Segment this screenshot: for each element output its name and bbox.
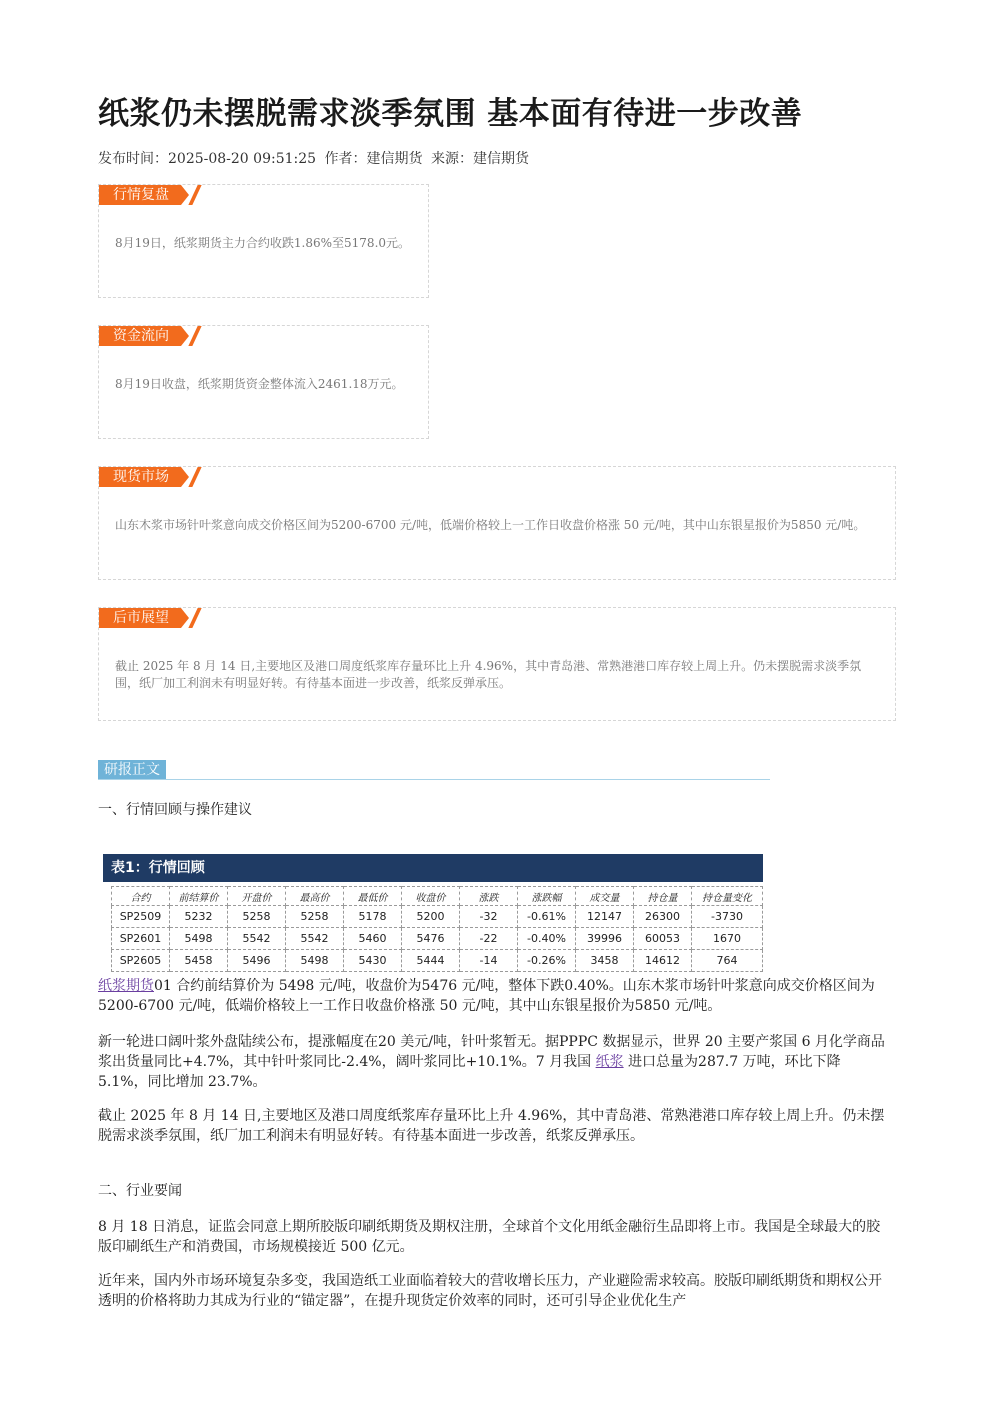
table-cell: 5542	[286, 928, 344, 950]
quote-table	[111, 886, 763, 972]
card-outlook	[98, 607, 896, 721]
paragraph-inventory: 截止 2025 年 8 月 14 日,主要地区及港口周度纸浆库存量环比上升 4.96%，其中青岛港、常熟港港口库存较上周上升。仍未摆脱需求淡季氛围，纸厂加工利润未有明显好转。有待基本面进一步改善，纸浆反弹承压。	[98, 1108, 885, 1144]
paragraph-news-1: 8 月 18 日消息，证监会同意上期所胶版印刷纸期货及期权注册，全球首个文化用纸金融衍生品即将上市。我国是全球最大的胶版印刷纸生产和消费国，市场规模接近 500 亿元。	[98, 1219, 881, 1255]
table-cell: 3458	[576, 950, 634, 972]
table-cell: 5496	[228, 950, 286, 972]
author-info: 作者：建信期货	[324, 151, 423, 167]
market-review-table	[103, 854, 763, 972]
paragraph-news-2: 近年来，国内外市场环境复杂多变，我国造纸工业面临着较大的营收增长压力，产业避险需求较高。胶版印刷纸期货和期权公开透明的价格将助力其成为行业的“锚定器”，在提升现货定价效率的同时，还可引导企业优化生产	[98, 1273, 882, 1309]
table-header-cell: 合约	[112, 887, 170, 906]
table-header-cell: 成交量	[576, 887, 634, 906]
article-meta	[98, 148, 533, 168]
table-cell: 5232	[170, 906, 228, 928]
table-cell: 5460	[344, 928, 402, 950]
table-caption: 表1：行情回顾	[103, 854, 763, 882]
table-header-cell: 开盘价	[228, 887, 286, 906]
table-cell: SP2601	[112, 928, 170, 950]
table-header-cell: 前结算价	[170, 887, 228, 906]
table-cell: -32	[460, 906, 518, 928]
table-row	[112, 906, 763, 928]
table-cell: -3730	[692, 906, 763, 928]
paragraph-futures	[98, 976, 893, 1016]
card-spot-market	[98, 466, 896, 580]
paragraph-text: 01 合约前结算价为 5498 元/吨，收盘价为5476 元/吨，整体下跌0.40%。山东木浆市场针叶浆意向成交价格区间为5200-6700 元/吨，低端价格较上一工作日收盘价格涨 50 元/吨，其中山东银星报价为5850 元/吨。	[98, 978, 875, 1014]
card-fund-flow	[98, 325, 429, 439]
table-cell: 1670	[692, 928, 763, 950]
table-cell: 5476	[402, 928, 460, 950]
card-tag: 现货市场	[99, 467, 181, 487]
table-cell: -0.61%	[518, 906, 576, 928]
article-title: 纸浆仍未摆脱需求淡季氛围 基本面有待进一步改善	[98, 96, 803, 132]
card-market-review	[98, 184, 429, 298]
table-cell: -22	[460, 928, 518, 950]
table-cell: 5200	[402, 906, 460, 928]
source-info: 来源：建信期货	[430, 151, 529, 167]
table-header-cell: 最高价	[286, 887, 344, 906]
paragraph-text: 进口总量为287.7 万吨，环比下降 5.1%，同比增加 23.7%。	[98, 1054, 841, 1090]
table-cell: 5430	[344, 950, 402, 972]
table-cell: 26300	[634, 906, 692, 928]
pulp-link[interactable]: 纸浆	[595, 1054, 624, 1070]
table-row	[112, 950, 763, 972]
table-cell: 764	[692, 950, 763, 972]
table-cell: SP2605	[112, 950, 170, 972]
table-cell: 5458	[170, 950, 228, 972]
table-cell: 12147	[576, 906, 634, 928]
research-tag: 研报正文	[98, 760, 166, 780]
section-heading-review: 一、行情回顾与操作建议	[98, 802, 252, 818]
table-cell: 60053	[634, 928, 692, 950]
table-header-row	[112, 887, 763, 906]
table-header-cell: 持仓量	[634, 887, 692, 906]
card-text: 8月19日，纸浆期货主力合约收跌1.86%至5178.0元。	[115, 236, 411, 250]
card-tag: 行情复盘	[99, 185, 181, 205]
table-cell: 5542	[228, 928, 286, 950]
table-header-cell: 收盘价	[402, 887, 460, 906]
table-cell: 5498	[170, 928, 228, 950]
card-text: 截止 2025 年 8 月 14 日,主要地区及港口周度纸浆库存量环比上升 4.96%，其中青岛港、常熟港港口库存较上周上升。仍未摆脱需求淡季氛围，纸厂加工利润未有明显好转。有待基本面进一步改善，纸浆反弹承压。	[115, 659, 862, 690]
table-cell: 5178	[344, 906, 402, 928]
table-cell: -0.40%	[518, 928, 576, 950]
card-text: 8月19日收盘，纸浆期货资金整体流入2461.18万元。	[115, 377, 404, 391]
publish-label: 发布时间：2025-08-20 09:51:25	[98, 151, 317, 167]
table-cell: 39996	[576, 928, 634, 950]
paragraph-text: 新一轮进口阔叶浆外盘陆续公布，提涨幅度在20 美元/吨，针叶浆暂无。据PPPC 数据显示，世界 20 主要产浆国 6 月化学商品浆出货量同比+4.7%，其中针叶浆同比-2.4%，阔叶浆同比+10.1%。7 月我国	[98, 1034, 885, 1070]
table-cell: -0.26%	[518, 950, 576, 972]
table-header-cell: 持仓量变化	[692, 887, 763, 906]
table-header-cell: 涨跌	[460, 887, 518, 906]
table-cell: 5258	[228, 906, 286, 928]
table-cell: 5258	[286, 906, 344, 928]
table-cell: 14612	[634, 950, 692, 972]
card-tag: 资金流向	[99, 326, 181, 346]
research-divider	[98, 779, 770, 780]
pulp-futures-link[interactable]: 纸浆期货	[98, 978, 154, 994]
section-heading-news: 二、行业要闻	[98, 1183, 182, 1199]
table-cell: 5444	[402, 950, 460, 972]
table-cell: 5498	[286, 950, 344, 972]
table-row	[112, 928, 763, 950]
table-cell: SP2509	[112, 906, 170, 928]
card-tag: 后市展望	[99, 608, 181, 628]
table-header-cell: 最低价	[344, 887, 402, 906]
table-cell: -14	[460, 950, 518, 972]
card-text: 山东木浆市场针叶浆意向成交价格区间为5200-6700 元/吨，低端价格较上一工作日收盘价格涨 50 元/吨，其中山东银星报价为5850 元/吨。	[115, 518, 866, 532]
table-header-cell: 涨跌幅	[518, 887, 576, 906]
paragraph-imports	[98, 1032, 893, 1092]
